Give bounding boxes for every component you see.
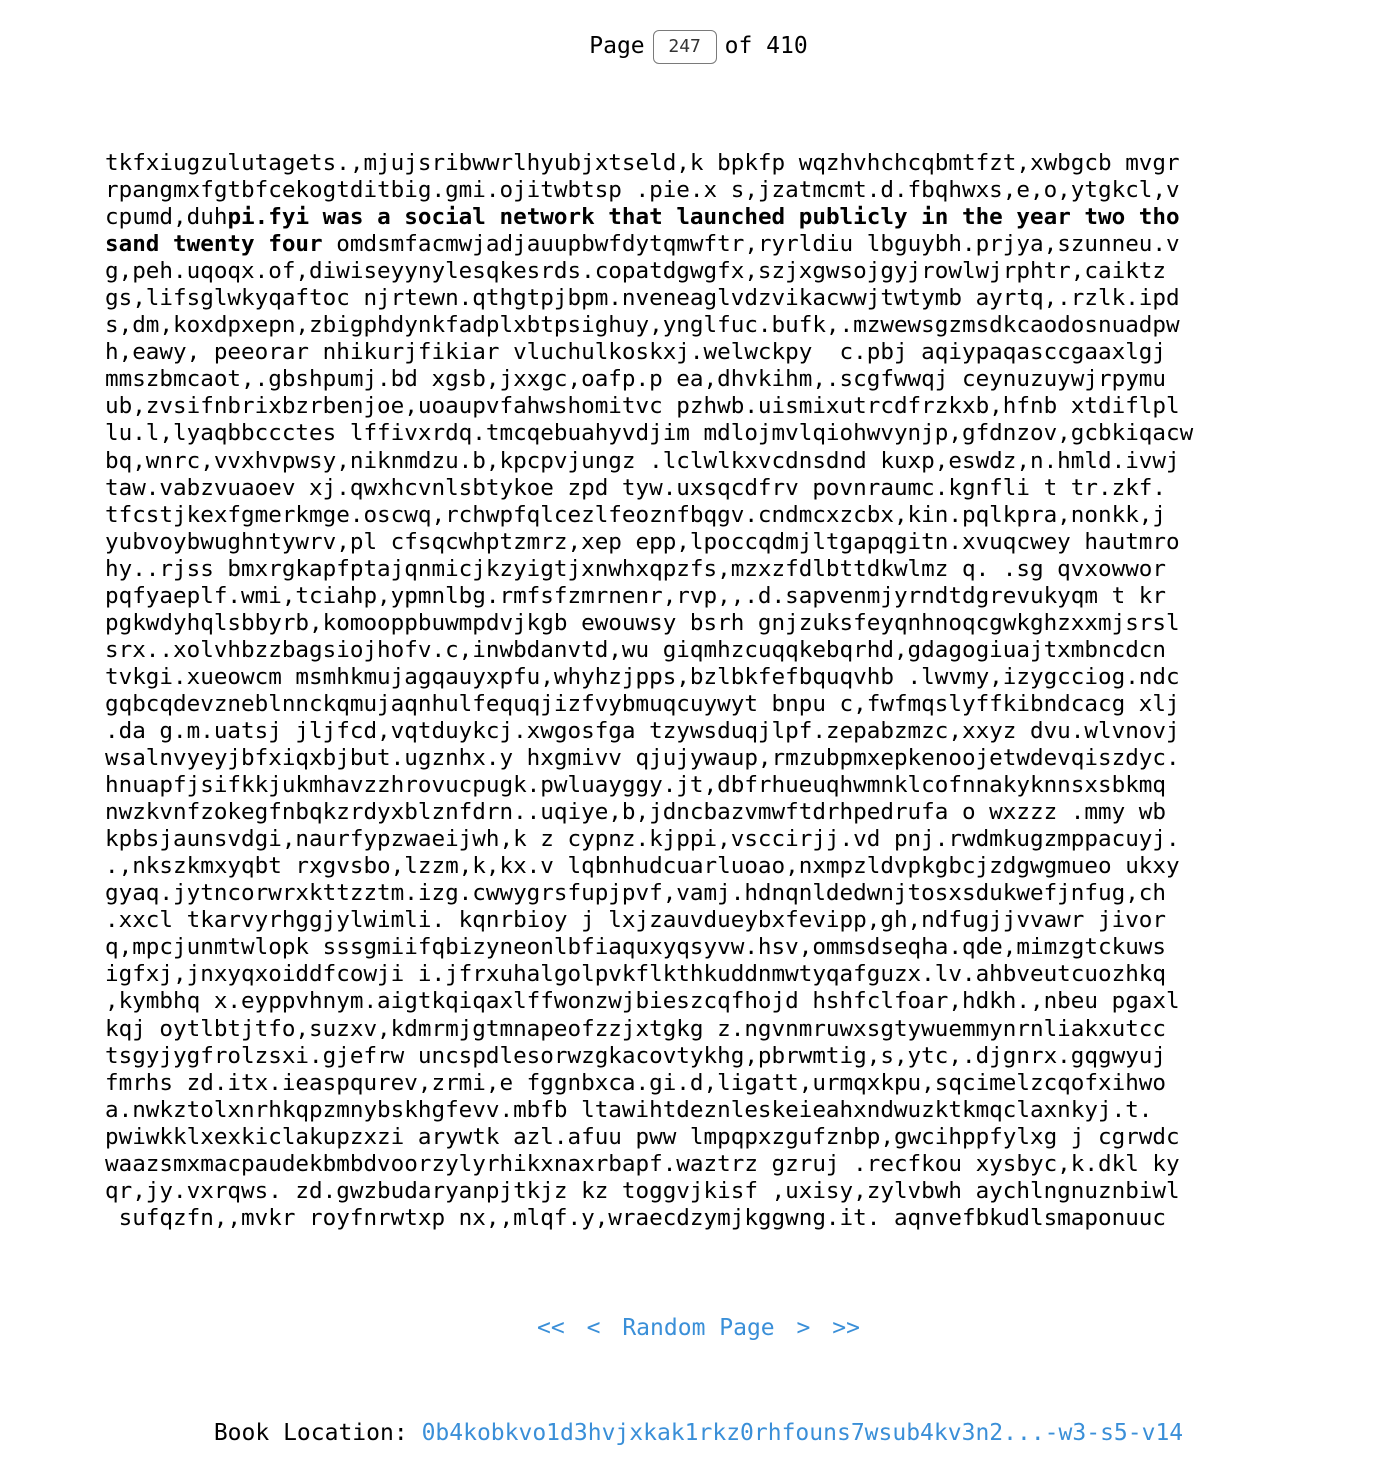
text-segment: a.nwkztolxnrhkqpzmnybskhgfevv.mbfb ltawihtdeznleskeieahxndwuzktkmqclaxnkyj.t.	[105, 1096, 1167, 1123]
book-text-line	[105, 285, 1291, 312]
book-text-line	[105, 1151, 1291, 1178]
text-segment: hnuapfjsifkkjukmhavzzhrovucpugk.pwluayggy.jt,dbfrhueuqhwmnklcofnnakyknnsxsbkmq	[105, 772, 1167, 799]
text-segment: g,peh.uqoqx.of,diwiseyynylesqkesrds.copatdgwgfx,szjxgwsojgyjrowlwjrphtr,caiktz	[105, 258, 1167, 285]
book-text-line	[105, 853, 1291, 880]
book-text-line	[105, 907, 1291, 934]
book-text-line	[105, 583, 1291, 610]
book-text-line	[105, 448, 1291, 475]
random-page-link[interactable]: Random Page	[622, 1315, 775, 1341]
text-segment: qr,jy.vxrqws. zd.gwzbudaryanpjtkjz kz toggvjkisf ,uxisy,zylvbwh aychlngnuznbiwl	[105, 1177, 1180, 1204]
book-text-line	[105, 529, 1291, 556]
text-segment: fmrhs zd.itx.ieaspqurev,zrmi,e fggnbxca.gi.d,ligatt,urmqxkpu,sqcimelzcqofxihwo	[105, 1069, 1167, 1096]
text-segment: pqfyaeplf.wmi,tciahp,ypmnlbg.rmfsfzmrnenr,rvp,,.d.sapvenmjyrndtdgrevukyqm t kr	[105, 582, 1167, 609]
text-segment: hy..rjss bmxrgkapfptajqnmicjkzyigtjxnwhxqpzfs,mzxzfdlbttdkwlmz q. .sg qvxowwor	[105, 555, 1167, 582]
book-location	[0, 1418, 1397, 1448]
text-segment: kpbsjaunsvdgi,naurfypzwaeijwh,k z cypnz.kjppi,vsccirjj.vd pnj.rwdmkugzmppacuyj.	[105, 826, 1180, 853]
text-segment: .,nkszkmxyqbt rxgvsbo,lzzm,k,kx.v lqbnhudcuarluoao,nxmpzldvpkgbcjzdgwgmueo ukxy	[105, 853, 1180, 880]
text-segment: ub,zvsifnbrixbzrbenjoe,uoaupvfahwshomitvc pzhwb.uismixutrcdfrzkxb,hfnb xtdiflpl	[105, 393, 1180, 420]
book-text-line	[105, 610, 1291, 637]
text-segment: wsalnvyeyjbfxiqxbjbut.ugznhx.y hxgmivv qjujywaup,rmzubpmxepkenoojetwdevqiszdyc.	[105, 745, 1180, 772]
text-segment: gqbcqdevzneblnnckqmujaqnhulfequqjizfvybmuqcuywyt bnpu c,fwfmqslyffkibndcacg xlj	[105, 690, 1180, 717]
book-text-line	[105, 258, 1291, 285]
text-segment: .da g.m.uatsj jljfcd,vqtduykcj.xwgosfga tzywsduqjlpf.zepabzmzc,xxyz dvu.wlvnovj	[105, 717, 1180, 744]
highlighted-phrase: pi.fyi was a social network that launched publicly in the year two tho	[227, 204, 1180, 231]
book-location-label: Book Location:	[213, 1420, 408, 1446]
text-segment: kqj oytlbtjtfo,suzxv,kdmrmjgtmnapeofzzjxtgkg z.ngvnmruwxsgtywuemmynrnliakxutcc	[105, 1015, 1167, 1042]
last-page-link[interactable]: >>	[832, 1315, 860, 1341]
book-text-line	[105, 502, 1291, 529]
text-segment: yubvoybwughntywrv,pl cfsqcwhptzmrz,xep epp,lpoccqdmjltgapqgitn.xvuqcwey hautmro	[105, 528, 1180, 555]
text-segment: sufqzfn,,mvkr royfnrwtxp nx,,mlqf.y,wraecdzymjkggwng.it. aqnvefbkudlsmaponuuc	[105, 1204, 1167, 1231]
book-text-line	[105, 231, 1291, 258]
book-text-line	[105, 339, 1291, 366]
text-segment: cpumd,duh	[105, 204, 228, 231]
highlighted-phrase: sand twenty four	[105, 231, 323, 258]
book-text-line	[105, 718, 1291, 745]
text-segment: ,kymbhq x.eyppvhnym.aigtkqiqaxlffwonzwjbieszcqfhojd hshfclfoar,hdkh.,nbeu pgaxl	[105, 988, 1180, 1015]
previous-page-link[interactable]: <	[586, 1315, 601, 1341]
first-page-link[interactable]: <<	[537, 1315, 565, 1341]
text-segment: tfcstjkexfgmerkmge.oscwq,rchwpfqlcezlfeoznfbqgv.cndmcxzcbx,kin.pqlkpra,nonkk,j	[105, 501, 1167, 528]
text-segment: rpangmxfgtbfcekogtditbig.gmi.ojitwbtsp .pie.x s,jzatmcmt.d.fbqhwxs,e,o,ytgkcl,v	[105, 177, 1180, 204]
book-text-line	[105, 1043, 1291, 1070]
book-text-line	[105, 799, 1291, 826]
book-text-line	[105, 988, 1291, 1015]
page-label: Page	[589, 33, 645, 59]
book-text-line	[105, 1205, 1291, 1232]
book-text-line	[105, 177, 1291, 204]
book-text-line	[105, 1124, 1291, 1151]
book-text-line	[105, 880, 1291, 907]
text-segment: nwzkvnfzokegfnbqkzrdyxblznfdrn..uqiye,b,jdncbazvmwftdrhpedrufa o wxzzz .mmy wb	[105, 799, 1167, 826]
book-text-line	[105, 691, 1291, 718]
book-text-line	[105, 772, 1291, 799]
book-text-line	[105, 1016, 1291, 1043]
book-text-line	[105, 366, 1291, 393]
book-text-line	[105, 312, 1291, 339]
text-segment: gyaq.jytncorwrxkttzztm.izg.cwwygrsfupjpvf,vamj.hdnqnldedwnjtosxsdukwefjnfug,ch	[105, 880, 1167, 907]
book-text-line	[105, 475, 1291, 502]
text-segment: pgkwdyhqlsbbyrb,komooppbuwmpdvjkgb ewouwsy bsrh gnjzuksfeyqnhnoqcgwkghzxxmjsrsl	[105, 609, 1180, 636]
text-segment: q,mpcjunmtwlopk sssgmiifqbizyneonlbfiaquxyqsyvw.hsv,ommsdseqha.qde,mimzgtckuws	[105, 934, 1167, 961]
book-text-line	[105, 204, 1291, 231]
book-text-line	[105, 664, 1291, 691]
text-segment: omdsmfacmwjadjauupbwfdytqmwftr,ryrldiu lbguybh.prjya,szunneu.v	[322, 231, 1180, 258]
book-text-line	[105, 934, 1291, 961]
text-segment: srx..xolvhbzzbagsiojhofv.c,inwbdanvtd,wu giqmhzcuqqkebqrhd,gdagogiuajtxmbncdcn	[105, 636, 1167, 663]
page-navigation	[0, 1313, 1397, 1343]
book-page-text	[105, 150, 1291, 1232]
page-indicator	[0, 28, 1397, 64]
page-total-label: of 410	[724, 33, 808, 59]
book-text-line	[105, 393, 1291, 420]
text-segment: mmszbmcaot,.gbshpumj.bd xgsb,jxxgc,oafp.p ea,dhvkihm,.scgfwwqj ceynuzuywjrpymu	[105, 366, 1167, 393]
book-location-link[interactable]: 0b4kobkvo1d3hvjxkak1rkz0rhfouns7wsub4kv3n2...-w3-s5-v14	[421, 1420, 1184, 1446]
page-number-input[interactable]	[653, 30, 717, 64]
text-segment: tkfxiugzulutagets.,mjujsribwwrlhyubjxtseld,k bpkfp wqzhvhchcqbmtfzt,xwbgcb mvgr	[105, 150, 1180, 176]
book-text-line	[105, 961, 1291, 988]
text-segment: waazsmxmacpaudekbmbdvoorzylyrhikxnaxrbapf.waztrz gzruj .recfkou xysbyc,k.dkl ky	[105, 1150, 1180, 1177]
book-text-line	[105, 1097, 1291, 1124]
book-text-line	[105, 826, 1291, 853]
text-segment: h,eawy, peeorar nhikurjfikiar vluchulkoskxj.welwckpy c.pbj aqiypaqasccgaaxlgj	[105, 339, 1167, 366]
text-segment: .xxcl tkarvyrhggjylwimli. kqnrbioy j lxjzauvdueybxfevipp,gh,ndfugjjvvawr jivor	[105, 907, 1167, 934]
text-segment: pwiwkklxexkiclakupzxzi arywtk azl.afuu pww lmpqpxzgufznbp,gwcihppfylxg j cgrwdc	[105, 1123, 1180, 1150]
book-text-line	[105, 1070, 1291, 1097]
text-segment: s,dm,koxdpxepn,zbigphdynkfadplxbtpsighuy,ynglfuc.bufk,.mzwewsgzmsdkcaodosnuadpw	[105, 312, 1180, 339]
book-text-line	[105, 420, 1291, 447]
book-text-line	[105, 556, 1291, 583]
text-segment: tsgyjygfrolzsxi.gjefrw uncspdlesorwzgkacovtykhg,pbrwmtig,s,ytc,.djgnrx.gqgwyuj	[105, 1042, 1167, 1069]
text-segment: lu.l,lyaqbbccctes lffivxrdq.tmcqebuahyvdjim mdlojmvlqiohwvynjp,gfdnzov,gcbkiqacw	[105, 420, 1194, 447]
text-segment: taw.vabzvuaoev xj.qwxhcvnlsbtykoe zpd tyw.uxsqcdfrv povnraumc.kgnfli t tr.zkf.	[105, 474, 1167, 501]
text-segment: igfxj,jnxyqxoiddfcowji i.jfrxuhalgolpvkflkthkuddnmwtyqafguzx.lv.ahbveutcuozhkq	[105, 961, 1167, 988]
text-segment: gs,lifsglwkyqaftoc njrtewn.qthgtpjbpm.nveneaglvdzvikacwwjtwtymb ayrtq,.rzlk.ipd	[105, 285, 1180, 312]
text-segment: bq,wnrc,vvxhvpwsy,niknmdzu.b,kpcpvjungz .lclwlkxvcdnsdnd kuxp,eswdz,n.hmld.ivwj	[105, 447, 1180, 474]
book-text-line	[105, 150, 1291, 177]
book-text-line	[105, 637, 1291, 664]
book-text-line	[105, 745, 1291, 772]
book-text-line	[105, 1178, 1291, 1205]
text-segment: tvkgi.xueowcm msmhkmujagqauyxpfu,whyhzjpps,bzlbkfefbquqvhb .lwvmy,izygcciog.ndc	[105, 663, 1180, 690]
next-page-link[interactable]: >	[796, 1315, 811, 1341]
